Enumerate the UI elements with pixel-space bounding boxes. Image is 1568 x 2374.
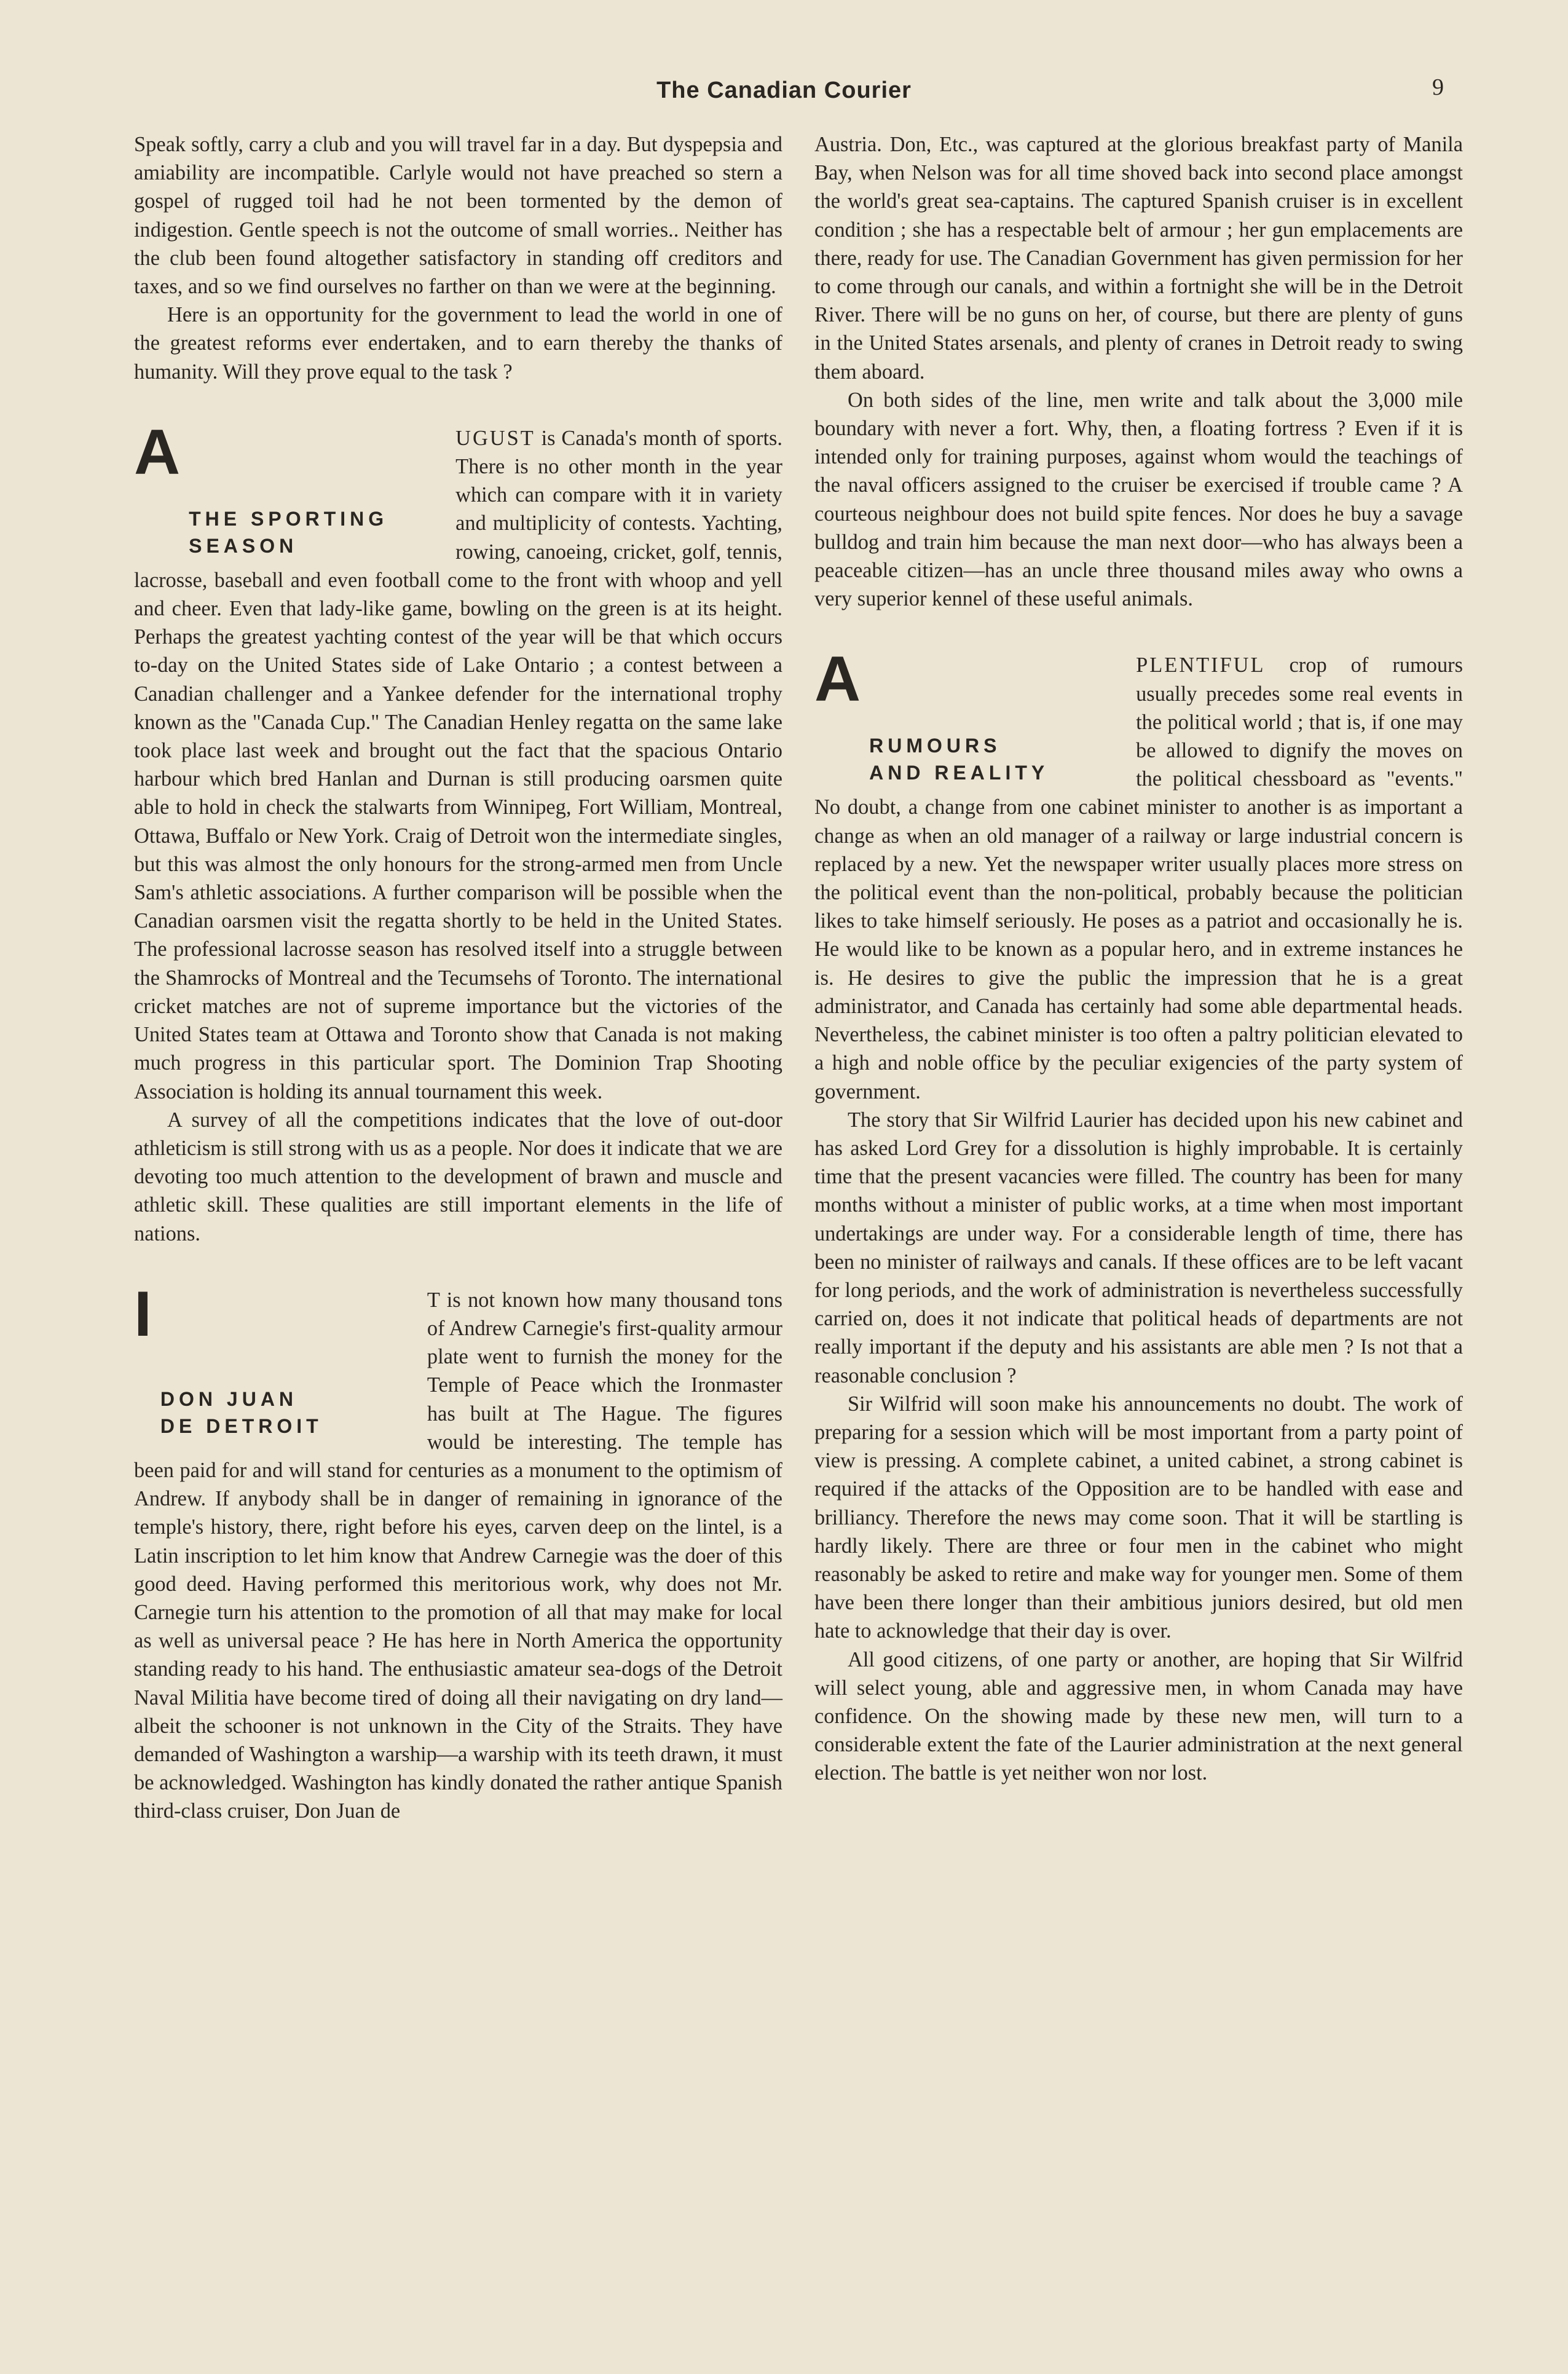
side-heading [869,732,1121,786]
right-column [814,130,1463,1788]
side-heading-line: AND REALITY [869,762,1049,784]
article-paragraph: Austria. Don, Etc., was captured at the glorious breakfast party of Manila Bay, when Nelson was for all time shoved back into second place amongst the world's great sea-captains. The captured Spanish cruiser is in excellent condition ; she has a respectable belt of armour ; her gun emplacements are there, ready for use. The Canadian Government has given permission for her to come through our canals, and within a fortnight she will be in the Detroit River. There will be no guns on her, of course, but there are plenty of guns in the United States arsenals, and plenty of cranes in Detroit ready to swing them aboard. [814,133,1463,384]
article-paragraph: The story that Sir Wilfrid Laurier has decided upon his new cabinet and has asked Lord Grey for a dissolution is highly improbable. It is certainly time that the present vacancies were filled. The country has been for many months without a minister of public works, at a time when most important undertakings are under way. For a considerable length of time, there has been no minister of railways and canals. If these offices are to be left vacant for long periods, and the work of administration is nevertheless successfully carried on, does it not indicate that political heads of departments are not really important if the deputy and his assistants are able men ? Is not that a reasonable conclusion ? [814,1108,1463,1387]
article-don-juan [134,1278,782,1826]
intro-paragraph: Here is an opportunity for the government to lead the world in one of the greatest reforms ever endertaken, and to earn thereby the thanks of humanity. Will they prove equal to the task ? [134,303,782,384]
side-heading-line: DON JUAN [160,1387,298,1410]
article-text: is Canada's month of sports. There is no other month in the year which can compare with it in variety and multiplicity of contests. Yachting, rowing, canoeing, cricket, golf, tennis, lacrosse, baseball and even football come to the front with whoop and yell and cheer. Even that lady-like game, bowling on the green is at its height. Perhaps the greatest yachting contest of the year will be that which occurs to-day on the United States side of Lake Ontario ; a contest between a Canadian challenger and a Yankee defender for the international trophy known as the "Canada Cup." The Canadian Henley regatta on the same lake took place last week and brought out the fact that the spacious Ontario harbour which bred Hanlan and Durnan is still producing oarsmen quite able to hold in check the stalwarts from Winnipeg, Fort William, Montreal, Ottawa, Buffalo or New York. Craig of Detroit won the intermediate singles, but this was almost the only honours for the strong-armed men from Uncle Sam's athletic associations. A further comparison will be possible when the Canadian oarsmen visit the regatta shortly to be held in the United States. The professional lacrosse season has resolved itself into a struggle between the Shamrocks of Montreal and the Tecumsehs of Toronto. The international cricket matches are not of supreme importance but the victories of the United States team at Ottawa and Toronto show that Canada is not making much progress in this particular sport. The Dominion Trap Shooting Association is holding its annual tournament this week. [134,426,782,1103]
intro-paragraph: Speak softly, carry a club and you will travel far in a day. But dyspepsia and amiability are incompatible. Carlyle would not have preached so stern a gospel of rugged toil had he not been tormented by the demon of indigestion. Gentle speech is not the outcome of small worries.. Neither has the club been found altogether satisfactory in standing off creditors and taxes, and so we find ourselves no farther on than we were at the beginning. [134,133,782,299]
drop-cap: A [134,416,181,488]
page-number: 9 [1432,74,1444,100]
running-title: The Canadian Courier [656,77,912,103]
side-heading-line: SEASON [189,534,298,557]
article-paragraph: All good citizens, of one party or another, are hoping that Sir Wilfrid will select young, able and aggressive men, in whom Canada may have confidence. On the showing made by these new men, will turn to a considerable extent the fate of the Laurier administration at the next general election. The battle is yet neither won nor lost. [814,1647,1463,1785]
article-sporting-season [134,416,782,1248]
article-text: T is not known how many thousand tons of Andrew Carnegie's first-quality armour plate went to furnish the money for the Temple of Peace which the Ironmaster has built at The Hague. The figures would be interesting. The temple has been paid for and will stand for centuries as a monument to the optimism of Andrew. If anybody shall be in danger of remaining in ignorance of the temple's history, there, right before his eyes, carven deep on the lintel, is a Latin inscription to let him know that Andrew Carnegie was the doer of this good deed. Having performed this meritorious work, why does not Mr. Carnegie turn his attention to the promotion of all that may make for local as well as universal peace ? He has here in North America the opportunity standing ready to his hand. The enthusiastic amateur sea-dogs of the Detroit Naval Militia have become tired of doing all their navigating on dry land—albeit the schooner is not unknown in the City of the Straits. They have demanded of Washington a warship—a warship with its teeth drawn, it must be acknowledged. Washington has kindly donated the rather antique Spanish third-class cruiser, Don Juan de [134,1288,782,1823]
article-paragraph [134,1278,782,1826]
side-heading-line: DE DETROIT [160,1414,323,1437]
side-heading-line: RUMOURS [869,735,1001,757]
section-gap [814,613,1463,651]
page-header [0,69,1568,124]
side-heading-line: THE SPORTING [189,507,388,530]
article-text: crop of rumours usually precedes some real events in the political world ; that is, if one may be allowed to dignify the moves on the political chessboard as "events." No doubt, a change from one cabinet minister to another is as important a change as when an old manager of a railway or large industrial concern is replaced by a new. Yet the newspaper writer usually places more stress on the political event than the non-political, probably because the politician likes to take himself seriously. He poses as a patriot and occasionally he is. He would like to be known as a popular hero, and in extreme instances he is. He desires to give the public the impression that he is a great administrator, and Canada has certainly had some able departmental heads. Nevertheless, the cabinet minister is too often a paltry politician elevated to a high and noble office by the peculiar exigencies of the party system of government. [814,653,1463,1103]
section-gap [134,386,782,424]
article-paragraph: Sir Wilfrid will soon make his announcements no doubt. The work of preparing for a session which will be most important from a party point of view is pressing. A complete cabinet, a united cabinet, a strong cabinet is required if the attacks of the Opposition are to be handled with ease and brilliancy. Therefore the news may come soon. That it will be startling is hardly likely. There are three or four men in the cabinet who might reasonably be asked to retire and make way for younger men. Some of them have been there longer than their ambitious juniors desired, but old men hate to acknowledge that their day is over. [814,1392,1463,1643]
section-gap [134,1248,782,1286]
article-paragraph [134,416,782,1106]
drop-cap-tail: PLENTIFUL [1136,653,1266,677]
drop-cap: A [814,644,861,716]
article-rumours-reality [814,644,1463,1787]
side-heading [189,505,441,559]
article-paragraph [814,644,1463,1105]
article-paragraph: A survey of all the competitions indicates that the love of out-door athleticism is still strong with us as a people. Nor does it indicate that we are devoting too much attention to the development of brawn and muscle and athletic skill. These qualities are still important elements in the life of nations. [134,1108,782,1245]
article-paragraph: On both sides of the line, men write and talk about the 3,000 mile boundary with never a fort. Why, then, a floating fortress ? Even if it is intended only for training purposes, against whom would the teachings of the naval officers assigned to the cruiser be exercised if trouble came ? A courteous neighbour does not build spite fences. Nor does he buy a savage bulldog and train him because the man next door—who has always been a peaceable citizen—has an uncle three thousand miles away who owns a very superior kennel of these useful animals. [814,388,1463,611]
side-heading [160,1386,412,1440]
drop-cap: I [134,1278,152,1350]
drop-cap-tail: UGUST [455,426,535,450]
left-column [134,130,782,1826]
